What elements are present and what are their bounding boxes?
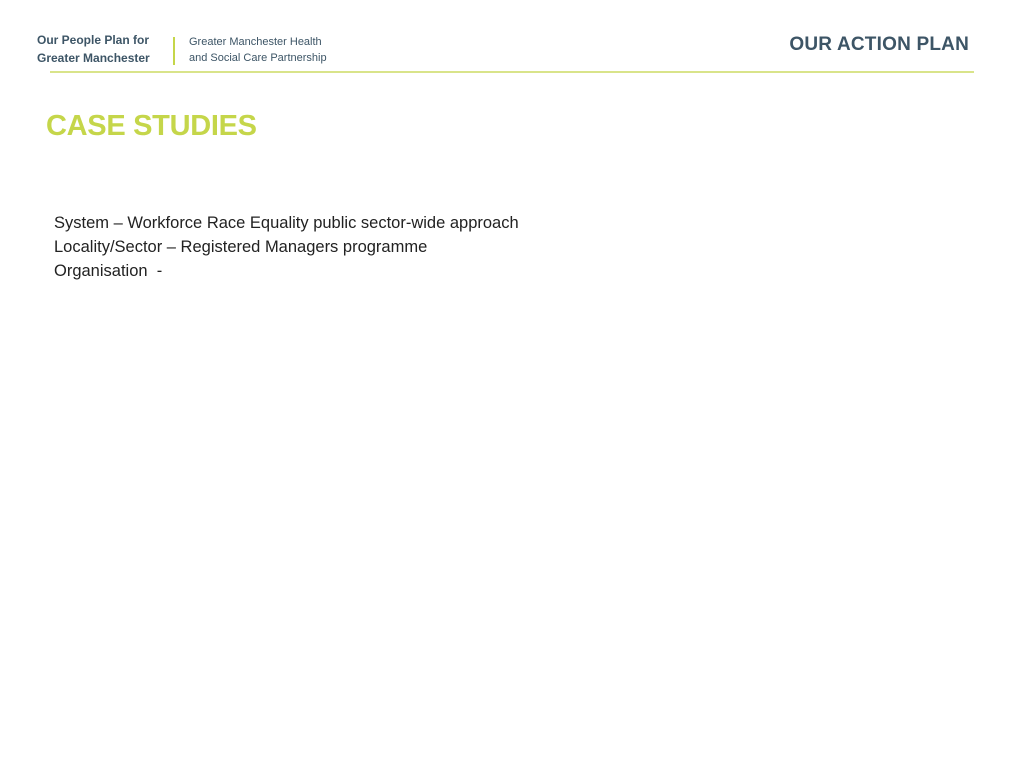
case-study-item-locality: Locality/Sector – Registered Managers programme (54, 238, 428, 256)
brand-divider (173, 37, 175, 65)
header-divider (50, 71, 974, 73)
case-study-list (54, 211, 519, 283)
partner-line-2: and Social Care Partnership (189, 52, 327, 64)
brand-logo-text (37, 31, 150, 67)
partner-logo-text (189, 34, 327, 66)
partner-line-1: Greater Manchester Health (189, 36, 322, 48)
case-study-item-organisation: Organisation - (54, 262, 163, 280)
case-study-item-system: System – Workforce Race Equality public sector-wide approach (54, 214, 519, 232)
brand-line-1: Our People Plan for (37, 33, 150, 47)
brand-line-2: Greater Manchester (37, 51, 150, 65)
page-title: CASE STUDIES (46, 110, 257, 142)
page-header (0, 0, 1024, 74)
section-title: OUR ACTION PLAN (789, 34, 969, 55)
